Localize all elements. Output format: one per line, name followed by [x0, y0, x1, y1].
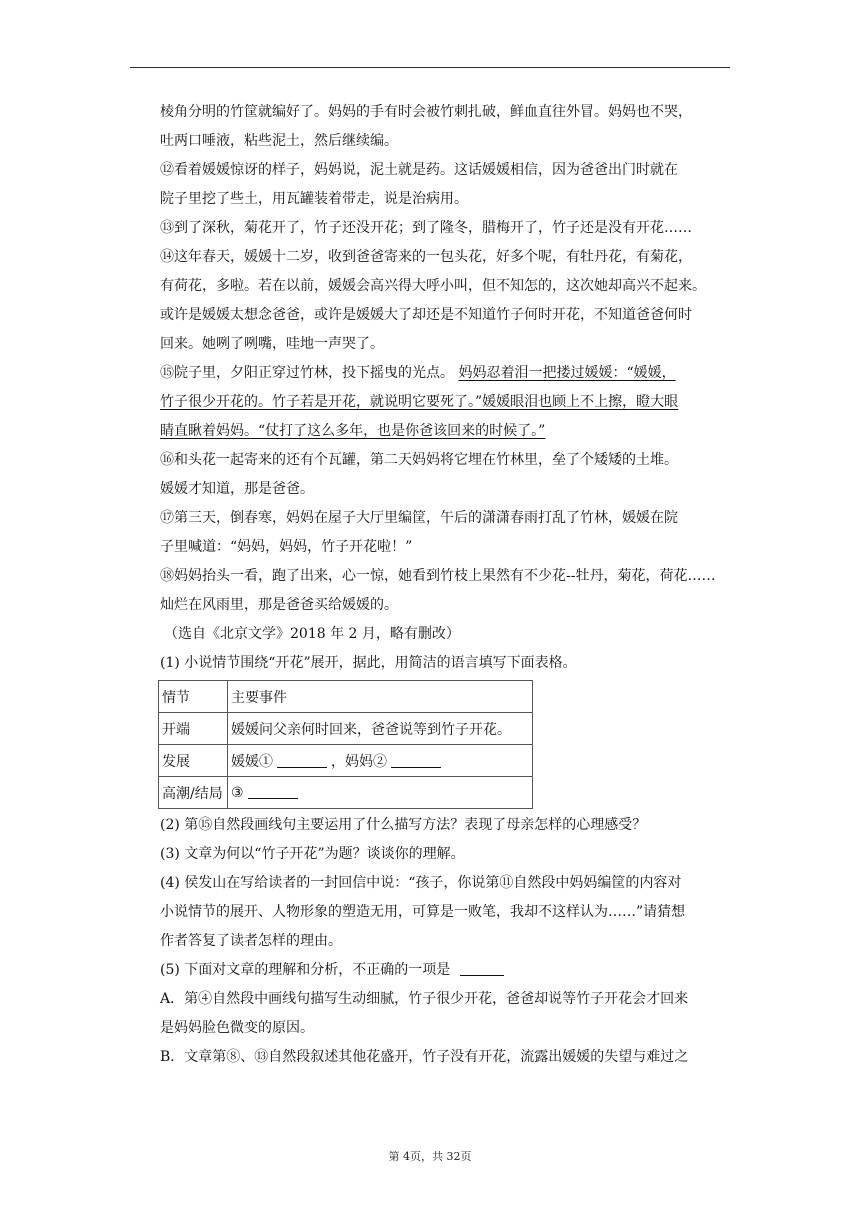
- cell-text: 媛媛①: [231, 753, 273, 770]
- table-cell: 发展: [159, 745, 228, 777]
- paragraph-16: [160, 446, 740, 504]
- text-line: 院子里挖了些土，用瓦罐装着带走，说是治病用。: [160, 191, 468, 207]
- plain-text: ⑮院子里，夕阳正穿过竹林，投下摇曳的光点。: [160, 365, 459, 381]
- answer-blank[interactable]: [248, 784, 298, 799]
- text-line: 有荷花，多啦。若在以前，媛媛会高兴得大呼小叫，但不知怎的，这次她却高兴不起来。: [160, 278, 706, 294]
- text-line: ⑯和头花一起寄来的还有个瓦罐，第二天妈妈将它埋在竹林里，垒了个矮矮的土堆。: [160, 452, 678, 468]
- text-line: 吐两口唾液，粘些泥土，然后继续编。: [160, 133, 398, 149]
- text-line: ⑱妈妈抬头一看，跑了出来，心一惊，她看到竹枝上果然有不少花--牡丹，菊花，荷花……: [160, 568, 716, 584]
- text-line: [160, 359, 740, 388]
- text-line: 作者答复了读者怎样的理由。: [160, 933, 342, 949]
- text-line: 或许是媛媛太想念爸爸，或许是媛媛大了却还是不知道竹子何时开花，不知道爸爸何时: [160, 307, 692, 323]
- table-cell: 高潮/结局: [159, 777, 228, 809]
- text-line: ⑫看着媛媛惊讶的样子，妈妈说，泥土就是药。这话媛媛相信，因为爸爸出门时就在: [160, 162, 678, 178]
- question-2: (2) 第⑮自然段画线句主要运用了什么描写方法？表现了母亲怎样的心理感受？: [160, 817, 647, 833]
- text-line: (4) 侯发山在写给读者的一封回信中说：“孩子，你说第⑪自然段中妈妈编筐的内容对: [160, 875, 682, 891]
- table-cell: 媛媛问父亲何时回来，爸爸说等到竹子开花。: [228, 713, 533, 745]
- answer-blank[interactable]: [460, 961, 504, 976]
- text-line: ⑭这年春天，媛媛十二岁，收到爸爸寄来的一包头花，好多个呢，有牡丹花，有菊花，: [160, 249, 692, 265]
- page-footer: 第 4页，共 32页: [388, 1150, 472, 1163]
- text-line: 媛媛才知道，那是爸爸。: [160, 481, 314, 497]
- question-3: (3) 文章为何以“竹子开花”为题？谈谈你的理解。: [160, 846, 465, 862]
- text-line: B．文章第⑧、⑬自然段叙述其他花盛开，竹子没有开花，流露出媛媛的失望与难过之: [160, 1049, 689, 1065]
- answer-blank[interactable]: [277, 753, 327, 768]
- page-content: [160, 98, 740, 1072]
- paragraph-12: [160, 156, 740, 214]
- table-cell: 情节: [159, 681, 228, 713]
- text-line: 回来。她咧了咧嘴，哇地一声哭了。: [160, 336, 384, 352]
- cell-text: ③: [231, 785, 244, 801]
- table-row: [159, 681, 533, 713]
- paragraph-17: [160, 504, 740, 562]
- table-row: [159, 745, 533, 777]
- paragraph-11-tail: [160, 98, 740, 156]
- text-line: 子里喊道：“妈妈，妈妈，竹子开花啦！”: [160, 539, 413, 555]
- text-line: [160, 388, 740, 417]
- text-line: 小说情节的展开、人物形象的塑造无用，可算是一败笔，我却不这样认为……”请猜想: [160, 904, 686, 920]
- text-line: ⑬到了深秋，菊花开了，竹子还没开花；到了隆冬，腊梅开了，竹子还是没有开花……: [160, 220, 692, 236]
- text-line: 灿烂在风雨里，那是爸爸买给媛媛的。: [160, 597, 398, 613]
- answer-blank[interactable]: [391, 753, 441, 768]
- paragraph-13: [160, 214, 740, 243]
- option-b: [160, 1043, 740, 1072]
- table-cell: [228, 777, 533, 809]
- table-row: [159, 713, 533, 745]
- question-5: [160, 956, 740, 985]
- table-cell: 主要事件: [228, 681, 533, 713]
- source-note: （选自《北京文学》2018 年 2 月，略有删改）: [164, 626, 460, 642]
- table-cell: 开端: [159, 713, 228, 745]
- plot-table: [158, 680, 533, 809]
- table-row: [159, 777, 533, 809]
- text-line: ⑰第三天，倒春寒，妈妈在屋子大厅里编筐，午后的潇潇春雨打乱了竹林，媛媛在院: [160, 510, 678, 526]
- underlined-sentence: 睛直瞅着妈妈。“仗打了这么多年，也是你爸该回来的时候了。”: [160, 423, 546, 439]
- header-rule: [130, 67, 730, 68]
- option-a: [160, 985, 740, 1043]
- text-line: A．第④自然段中画线句描写生动细腻，竹子很少开花，爸爸却说等竹子开花会才回来: [160, 991, 689, 1007]
- text-line: 是妈妈脸色微变的原因。: [160, 1020, 314, 1036]
- text-line: [160, 417, 740, 446]
- text-line: 棱角分明的竹筐就编好了。妈妈的手有时会被竹刺扎破，鲜血直往外冒。妈妈也不哭，: [160, 104, 692, 120]
- cell-text: ，妈妈②: [331, 753, 387, 770]
- underlined-sentence: 妈妈忍着泪一把搂过媛媛：“媛媛，: [458, 365, 676, 381]
- question-text: (5) 下面对文章的理解和分析，不正确的一项是: [160, 962, 451, 978]
- question-4: [160, 869, 740, 956]
- underlined-sentence: 竹子很少开花的。竹子若是开花，就说明它要死了。”媛媛眼泪也顾上不上擦，瞪大眼: [160, 394, 679, 410]
- question-1: (1) 小说情节围绕“开花”展开，据此，用简洁的语言填写下面表格。: [160, 655, 577, 671]
- paragraph-18: [160, 562, 740, 620]
- paragraph-14: [160, 243, 740, 359]
- paragraph-15: [160, 359, 740, 446]
- table-cell: [228, 745, 533, 777]
